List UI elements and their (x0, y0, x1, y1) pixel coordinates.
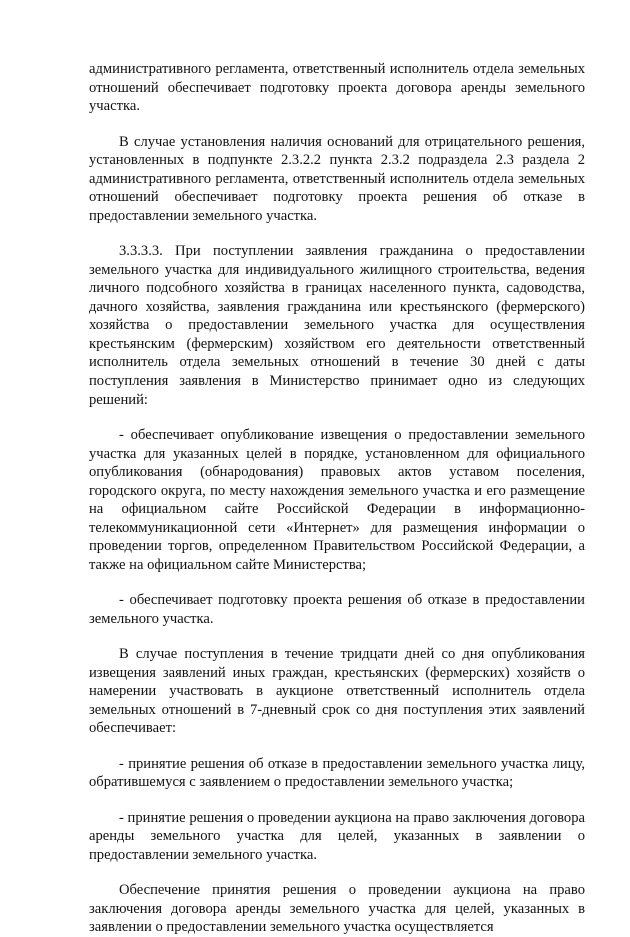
paragraph-7: - принятие решения об отказе в предоставлении земельного участка лицу, обратившемуся с заявлением о предоставлении земельного участка; (89, 755, 585, 791)
paragraph-3: 3.3.3.3. При поступлении заявления гражданина о предоставлении земельного участка для индивидуального жилищного строительства, ведения личного подсобного хозяйства в границах населенного пункта, садоводства, дачного хозяйства, заявления гражданина или крестьянского (фермерского) хозяйства о предоставлении земельного участка для осуществления крестьянским (фермерским) хозяйством его деятельности ответственный исполнитель отдела земельных отношений в течение 30 дней с даты поступления заявления в Министерство принимает одно из следующих решений: (89, 243, 585, 408)
paragraph-6: В случае поступления в течение тридцати дней со дня опубликования извещения заявлений иных граждан, крестьянских (фермерских) хозяйств о намерении участвовать в аукционе ответственный исполнитель отдела земельных отношений в 7-дневный срок со дня поступления этих заявлений обеспечивает: (89, 646, 585, 737)
paragraph-2: В случае установления наличия оснований для отрицательного решения, установленных в подпункте 2.3.2.2 пункта 2.3.2 подраздела 2.3 раздела 2 административного регламента, ответственный исполнитель отдела земельных отношений обеспечивает подготовку проекта решения об отказе в предоставлении земельного участка. (89, 133, 585, 224)
paragraph-9: Обеспечение принятия решения о проведении аукциона на право заключения договора аренды земельного участка для целей, указанных в заявлении о предоставлении земельного участка осуществляется (89, 882, 585, 936)
paragraph-8: - принятие решения о проведении аукциона на право заключения договора аренды земельного участка для целей, указанных в заявлении о предоставлении земельного участка. (89, 809, 585, 863)
paragraph-5: - обеспечивает подготовку проекта решения об отказе в предоставлении земельного участка. (89, 592, 585, 627)
document-page (89, 60, 585, 937)
paragraph-1: административного регламента, ответственный исполнитель отдела земельных отношений обеспечивает подготовку проекта договора аренды земельного участка. (89, 61, 585, 115)
paragraph-4: - обеспечивает опубликование извещения о предоставлении земельного участка для указанных целей в порядке, установленном для официального опубликования (обнародования) правовых актов уставом поселения, городского округа, по месту нахождения земельного участка и его размещение на официальном сайте Российской Федерации в информационно-телекоммуникационной сети «Интернет» для размещения информации о проведении торгов, определенном Правительством Российской Федерации, а также на официальном сайте Министерства; (89, 426, 585, 573)
